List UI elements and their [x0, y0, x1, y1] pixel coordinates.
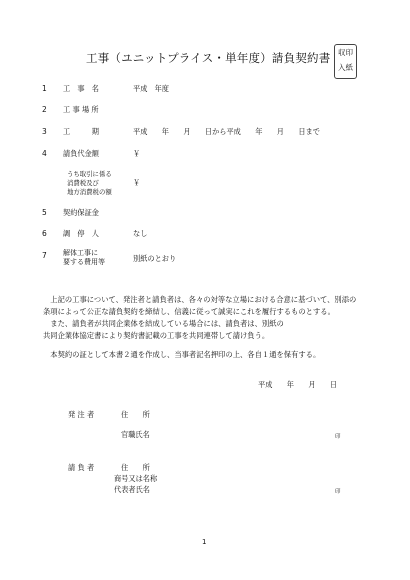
item-label: 契約保証金	[63, 208, 99, 217]
client-role: 発 注 者	[68, 410, 95, 419]
page-number: 1	[202, 538, 207, 546]
body-paragraph-line: 上記の工事について、発注者と請負者は、各々の対等な立場における合意に基づいて、別添の	[43, 295, 357, 304]
page-title: 工事（ユニットプライス・単年度）請負契約書	[86, 51, 331, 65]
item-number: 4	[42, 149, 47, 158]
contractor-company-label: 商号又は名称	[114, 474, 158, 483]
item-number: 3	[42, 127, 47, 136]
item-value: ￥	[133, 149, 141, 158]
item-value: 平成 年度	[133, 84, 169, 93]
item-value: 平成 年 月 日から平成 年 月 日まで	[133, 127, 320, 136]
item-number: 5	[42, 208, 47, 217]
tax-label	[67, 170, 112, 197]
body-paragraph-line: 共同企業体協定書により契約書記載の工事を共同連帯して請け負う。	[43, 331, 270, 340]
tax-label-line: 地方消費税の額	[67, 188, 112, 196]
revenue-stamp-box	[334, 44, 357, 79]
contractor-address-label: 住 所	[121, 463, 150, 472]
item-label: 請負代金額	[63, 149, 99, 158]
item-number: 2	[42, 105, 47, 114]
client-seal-mark: 印	[335, 434, 341, 440]
contractor-rep-label: 代表者氏名	[114, 485, 150, 494]
date-line: 平成 年 月 日	[258, 380, 338, 389]
body-paragraph-line: 条項によって公正な請負契約を締結し、信義に従って誠実にこれを履行するものとする。	[43, 307, 335, 316]
item-value: なし	[133, 229, 148, 238]
item-value: ￥	[133, 178, 141, 187]
item-label: 工 事 名	[63, 84, 99, 93]
item-label-line: 要する費用等	[63, 258, 105, 266]
contractor-seal-mark: 印	[335, 489, 341, 495]
body-paragraph-line: また、請負者が共同企業体を結成している場合には、請負者は、別紙の	[43, 319, 284, 328]
item-label: 工 事 場 所	[63, 105, 99, 114]
body-paragraph-line: 本契約の証として本書２通を作成し、当事者記名押印の上、各自１通を保有する。	[43, 350, 321, 359]
item-label-line: 解体工事に	[63, 249, 98, 257]
client-name-label: 官職氏名	[121, 430, 150, 439]
item-number: 6	[42, 229, 47, 238]
tax-label-line: うち取引に係る	[67, 170, 112, 178]
item-label: 調 停 人	[63, 229, 99, 238]
item-value: 別紙のとおり	[133, 254, 177, 263]
tax-label-line: 消費税及び	[67, 179, 99, 187]
client-address-label: 住 所	[121, 410, 150, 419]
item-label: 工 期	[63, 127, 99, 136]
item-label	[63, 249, 105, 267]
item-number: 7	[42, 251, 47, 260]
stamp-line-1: 収印	[338, 48, 353, 57]
item-number: 1	[42, 84, 47, 93]
contractor-role: 請 負 者	[68, 463, 95, 472]
stamp-line-2: 入紙	[338, 63, 353, 72]
